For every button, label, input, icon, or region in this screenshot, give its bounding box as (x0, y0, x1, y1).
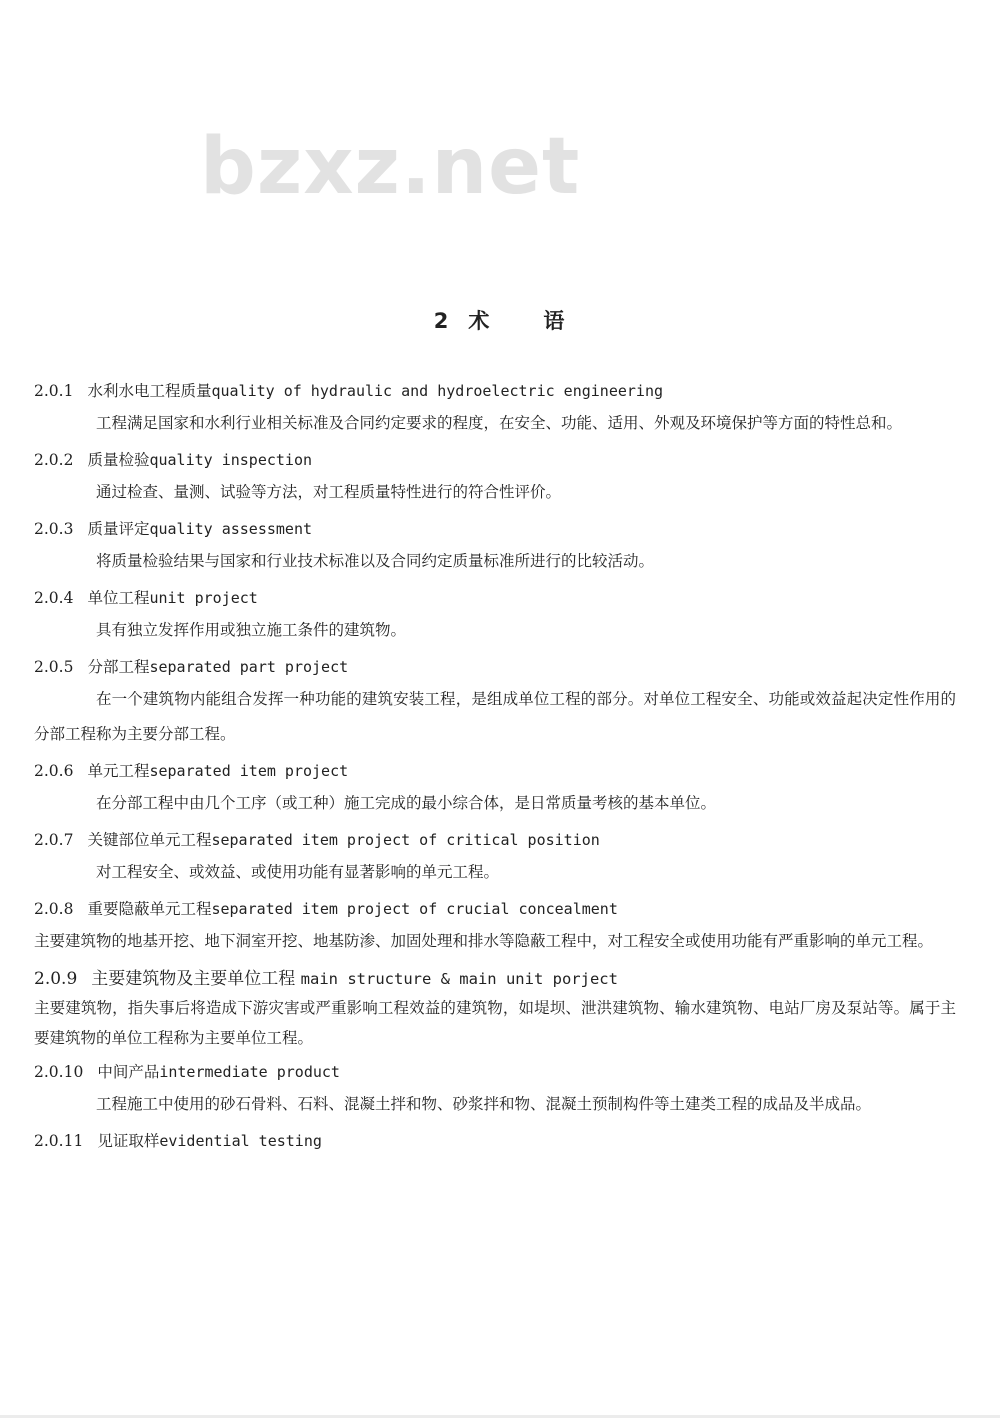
term-en: evidential testing (159, 1132, 322, 1150)
term-definition: 在分部工程中由几个工序（或工种）施工完成的最小综合体，是日常质量考核的基本单位。 (96, 794, 717, 812)
term-definition: 将质量检验结果与国家和行业技术标准以及合同约定质量标准所进行的比较活动。 (96, 552, 655, 570)
term-zh: 水利水电工程质量 (87, 382, 212, 400)
term-en: separated part project (149, 658, 349, 676)
watermark: bzxz.net (200, 122, 581, 212)
term-definition: 通过检查、量测、试验等方法，对工程质量特性进行的符合性评价。 (96, 483, 562, 501)
term-number: 2.0.8 (34, 900, 74, 918)
term-definition: 对工程安全、或效益、或使用功能有显著影响的单元工程。 (96, 863, 500, 881)
term-zh: 质量检验 (87, 451, 150, 469)
term-entry (34, 517, 956, 579)
term-entry (34, 1129, 956, 1153)
term-en: unit project (149, 589, 258, 607)
term-number: 2.0.1 (34, 382, 74, 400)
term-en: intermediate product (159, 1063, 340, 1081)
term-zh: 质量评定 (87, 520, 150, 538)
term-number: 2.0.2 (34, 451, 74, 469)
term-number: 2.0.10 (34, 1063, 84, 1081)
term-entry (34, 966, 956, 1053)
term-zh: 关键部位单元工程 (87, 831, 212, 849)
term-entry (34, 897, 956, 959)
term-number: 2.0.5 (34, 658, 74, 676)
term-definition: 工程满足国家和水利行业相关标准及合同约定要求的程度，在安全、功能、适用、外观及环境保护等方面的特性总和。 (96, 414, 903, 432)
term-en: separated item project of crucial concealment (211, 900, 618, 918)
term-entry (34, 379, 956, 441)
term-zh: 见证取样 (97, 1132, 160, 1150)
term-definition: 主要建筑物，指失事后将造成下游灾害或严重影响工程效益的建筑物，如堤坝、泄洪建筑物、输水建筑物、电站厂房及泵站等。属于主要建筑物的单位工程称为主要单位工程。 (34, 999, 956, 1047)
page-bottom-edge (0, 1415, 1000, 1418)
term-number: 2.0.9 (34, 969, 78, 989)
term-en: main structure & main unit porject (300, 970, 618, 988)
term-definition: 具有独立发挥作用或独立施工条件的建筑物。 (96, 621, 407, 639)
term-zh: 中间产品 (97, 1063, 160, 1081)
section-number: 2 (433, 309, 451, 333)
term-zh: 分部工程 (87, 658, 150, 676)
term-en: quality assessment (149, 520, 313, 538)
term-en: quality of hydraulic and hydroelectric engineering (211, 382, 664, 400)
term-entry (34, 759, 956, 821)
term-definition: 在一个建筑物内能组合发挥一种功能的建筑安装工程，是组成单位工程的部分。对单位工程安全、功能或效益起决定性作用的分部工程称为主要分部工程。 (34, 690, 956, 743)
term-number: 2.0.6 (34, 762, 74, 780)
term-number: 2.0.11 (34, 1132, 84, 1150)
term-zh: 单位工程 (87, 589, 150, 607)
term-number: 2.0.3 (34, 520, 74, 538)
section-title-char-2: 语 (543, 309, 567, 333)
term-entry (34, 586, 956, 648)
term-zh: 主要建筑物及主要单位工程 (91, 969, 296, 989)
term-entry (34, 448, 956, 510)
section-title (0, 305, 1000, 335)
term-en: separated item project of critical position (211, 831, 600, 849)
term-en: quality inspection (149, 451, 313, 469)
term-definition: 工程施工中使用的砂石骨料、石料、混凝土拌和物、砂浆拌和物、混凝土预制构件等土建类工程的成品及半成品。 (96, 1095, 872, 1113)
term-definition: 主要建筑物的地基开挖、地下洞室开挖、地基防渗、加固处理和排水等隐蔽工程中，对工程安全或使用功能有严重影响的单元工程。 (34, 932, 934, 950)
section-title-char-1: 术 (468, 309, 492, 333)
term-entry (34, 1060, 956, 1122)
term-number: 2.0.4 (34, 589, 74, 607)
term-zh: 单元工程 (87, 762, 150, 780)
terms-list (34, 379, 956, 1153)
term-en: separated item project (149, 762, 349, 780)
term-entry (34, 655, 956, 752)
term-entry (34, 828, 956, 890)
term-number: 2.0.7 (34, 831, 74, 849)
term-zh: 重要隐蔽单元工程 (87, 900, 212, 918)
